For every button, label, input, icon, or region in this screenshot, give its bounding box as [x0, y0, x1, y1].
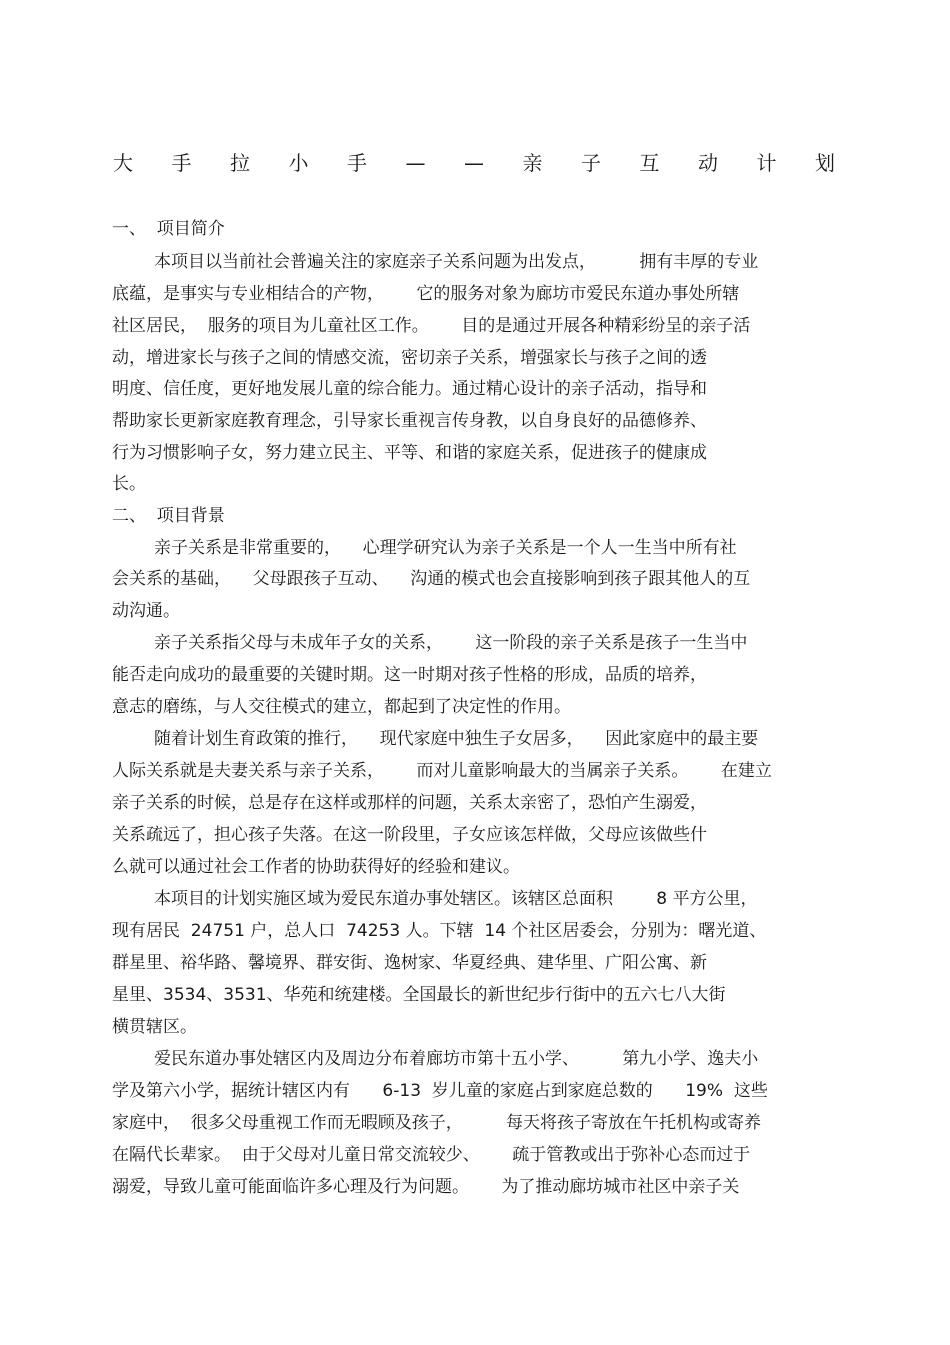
- paragraph-line: 动，增进家长与孩子之间的情感交流，密切亲子关系，增强家长与孩子之间的透: [112, 348, 707, 368]
- title-char: 亲: [522, 151, 543, 175]
- paragraph-line: 在隔代长辈家。 由于父母对儿童日常交流较少、 疏于管教或出于弥补心态而过于: [112, 1145, 751, 1165]
- section-heading-intro: 一、 项目简介: [112, 219, 225, 239]
- title-char: 划: [815, 151, 835, 175]
- paragraph-line: 学及第六小学，据统计辖区内有 6-13 岁儿童的家庭占到家庭总数的 19% 这些: [112, 1081, 768, 1101]
- paragraph-line: 动沟通。: [112, 601, 180, 621]
- title-char: 手: [171, 151, 192, 175]
- title-char: —: [464, 151, 484, 175]
- paragraph-line: 爱民东道办事处辖区内及周边分布着廊坊市第十五小学、 第九小学、逸夫小: [154, 1049, 759, 1069]
- paragraph-line: 关系疏远了，担心孩子失落。在这一阶段里，子女应该怎样做，父母应该做些什: [112, 825, 707, 845]
- paragraph-line: 随着计划生育政策的推行， 现代家庭中独生子女居多， 因此家庭中的最主要: [154, 729, 759, 749]
- paragraph-line: 行为习惯影响子女，努力建立民主、平等、和谐的家庭关系，促进孩子的健康成: [112, 443, 707, 463]
- paragraph-line: 溺爱，导致儿童可能面临许多心理及行为问题。 为了推动廊坊城市社区中亲子关: [112, 1177, 740, 1197]
- paragraph-line: 本项目的计划实施区域为爱民东道办事处辖区。该辖区总面积 8 平方公里，: [154, 889, 758, 909]
- paragraph-line: 星里、3534、3531、华苑和统建楼。全国最长的新世纪步行街中的五六七八大街: [112, 985, 726, 1005]
- paragraph-line: 底蕴，是事实与专业相结合的产物， 它的服务对象为廊坊市爱民东道办事处所辖: [112, 284, 740, 304]
- paragraph-line: 亲子关系是非常重要的， 心理学研究认为亲子关系是一个人一生当中所有社: [154, 538, 737, 558]
- document-title: [112, 148, 836, 178]
- paragraph-line: 帮助家长更新家庭教育理念，引导家长重视言传身教，以自身良好的品德修养、: [112, 411, 707, 431]
- paragraph-line: 长。: [112, 474, 146, 494]
- paragraph-line: 意志的磨练，与人交往模式的建立，都起到了决定性的作用。: [112, 697, 571, 717]
- paragraph-line: 社区居民， 服务的项目为儿童社区工作。 目的是通过开展各种精彩纷呈的亲子活: [112, 316, 751, 336]
- title-char: —: [405, 151, 426, 175]
- title-char: 互: [639, 151, 660, 175]
- paragraph-line: 亲子关系的时候，总是存在这样或那样的问题，关系太亲密了，恐怕产生溺爱，: [112, 793, 707, 813]
- paragraph-line: 人际关系就是夫妻关系与亲子关系， 而对儿童影响最大的当属亲子关系。 在建立: [112, 761, 772, 781]
- title-char: 手: [347, 151, 367, 175]
- paragraph-line: 家庭中， 很多父母重视工作而无暇顾及孩子， 每天将孩子寄放在午托机构或寄养: [112, 1113, 762, 1133]
- paragraph-line: 会关系的基础， 父母跟孩子互动、 沟通的模式也会直接影响到孩子跟其他人的互: [112, 569, 751, 589]
- paragraph-line: 能否走向成功的最重要的关键时期。这一时期对孩子性格的形成，品质的培养，: [112, 665, 707, 685]
- paragraph-line: 群星里、裕华路、馨境界、群安街、逸树家、华夏经典、建华里、广阳公寓、新: [112, 953, 707, 973]
- title-char: 子: [581, 151, 601, 175]
- paragraph-line: 么就可以通过社会工作者的协助获得好的经验和建议。: [112, 857, 520, 877]
- paragraph-line: 本项目以当前社会普遍关注的家庭亲子关系问题为出发点， 拥有丰厚的专业: [154, 252, 759, 272]
- title-char: 计: [756, 151, 777, 175]
- paragraph-line: 现有居民 24751 户，总人口 74253 人。下辖 14 个社区居委会，分别为：曙光道、: [112, 921, 767, 941]
- paragraph-line: 横贯辖区。: [112, 1017, 197, 1037]
- section-heading-background: 二、 项目背景: [112, 506, 225, 526]
- title-char: 小: [288, 151, 309, 175]
- title-char: 拉: [230, 151, 250, 175]
- title-char: 大: [113, 151, 133, 175]
- paragraph-line: 亲子关系指父母与未成年子女的关系， 这一阶段的亲子关系是孩子一生当中: [154, 633, 748, 653]
- paragraph-line: 明度、信任度，更好地发展儿童的综合能力。通过精心设计的亲子活动，指导和: [112, 379, 707, 399]
- title-char: 动: [698, 151, 718, 175]
